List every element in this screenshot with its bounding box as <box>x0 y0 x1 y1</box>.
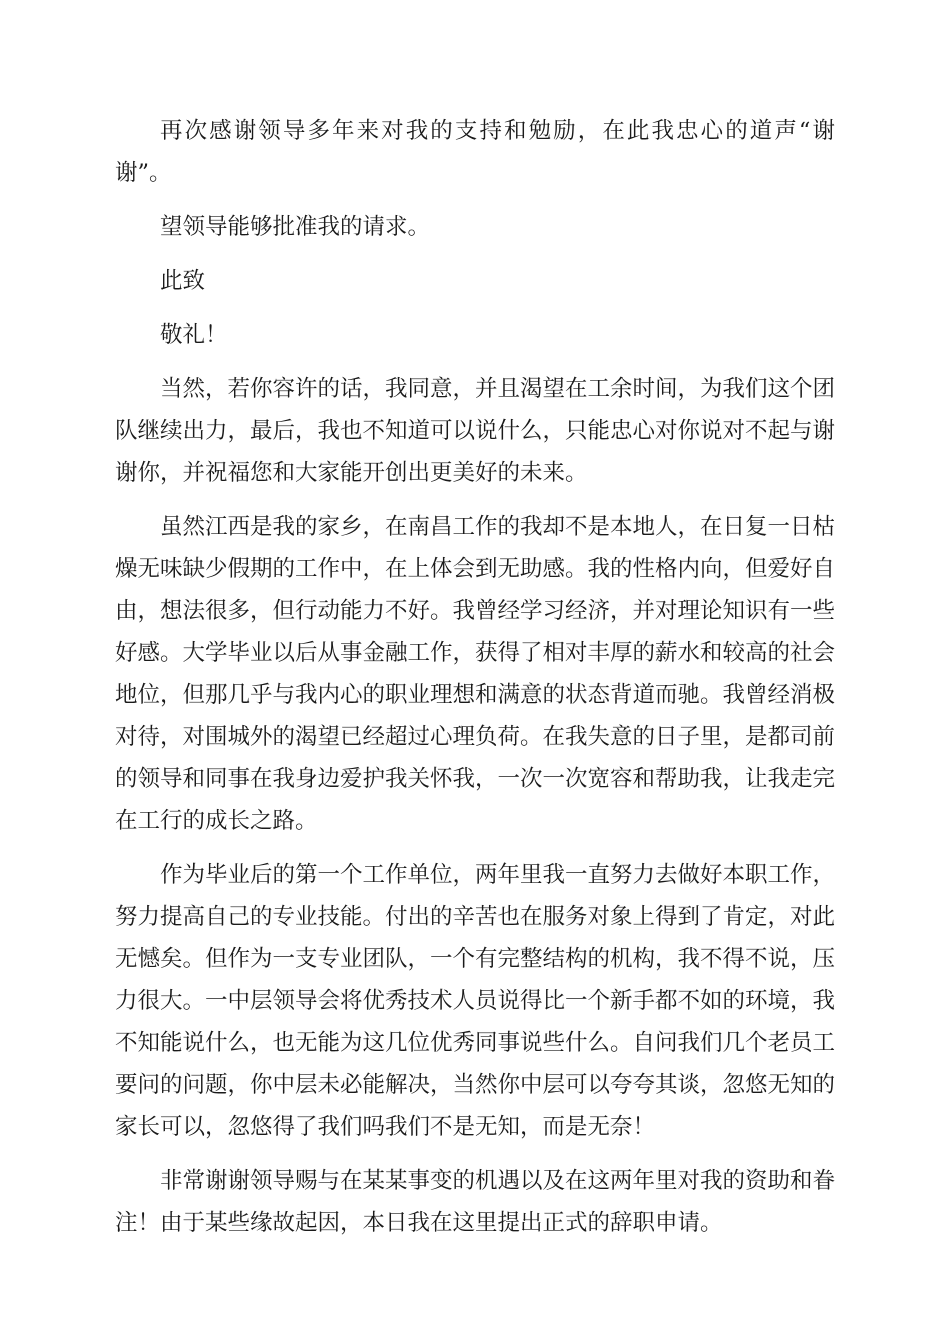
paragraph-work-experience: 作为毕业后的第一个工作单位，两年里我一直努力去做好本职工作，努力提高自己的专业技能。付出的辛苦也在服务对象上得到了肯定，对此无憾矣。但作为一支专业团队，一个有完整结构的机构，我不得不说，压力很大。一中层领导会将优秀技术人员说得比一个新手都不如的环境，我不知能说什么，也无能为这几位优秀同事说些什么。自问我们几个老员工要问的问题，你中层未必能解决，当然你中层可以夸夸其谈，忽悠无知的家长可以，忽悠得了我们吗我们不是无知，而是无奈！ <box>115 862 836 1140</box>
paragraph-willingness: 当然，若你容许的话，我同意，并且渴望在工余时间，为我们这个团队继续出力，最后，我也不知道可以说什么，只能忠心对你说对不起与谢谢你，并祝福您和大家能开创出更美好的未来。 <box>115 376 836 486</box>
document-body <box>115 110 835 1256</box>
paragraph-thanks: 再次感谢领导多年来对我的支持和勉励，在此我忠心的道声“谢谢”。 <box>115 118 835 186</box>
paragraph-resignation: 非常谢谢领导赐与在某某事变的机遇以及在这两年里对我的资助和眷注！由于某些缘故起因，本日我在这里提出正式的辞职申请。 <box>115 1168 836 1236</box>
closing-regards: 敬礼！ <box>160 322 228 348</box>
closing-salutation: 此致 <box>160 268 206 294</box>
paragraph-background: 虽然江西是我的家乡，在南昌工作的我却不是本地人，在日复一日枯燥无味缺少假期的工作中，在上体会到无助感。我的性格内向，但爱好自由，想法很多，但行动能力不好。我曾经学习经济，并对理论知识有一些好感。大学毕业以后从事金融工作，获得了相对丰厚的薪水和较高的社会地位，但那几乎与我内心的职业理想和满意的状态背道而驰。我曾经消极对待，对围城外的渴望已经超过心理负荷。在我失意的日子里，是都司前的领导和同事在我身边爱护我关怀我，一次一次宽容和帮助我，让我走完在工行的成长之路。 <box>115 514 836 834</box>
paragraph-request: 望领导能够批准我的请求。 <box>160 214 431 240</box>
